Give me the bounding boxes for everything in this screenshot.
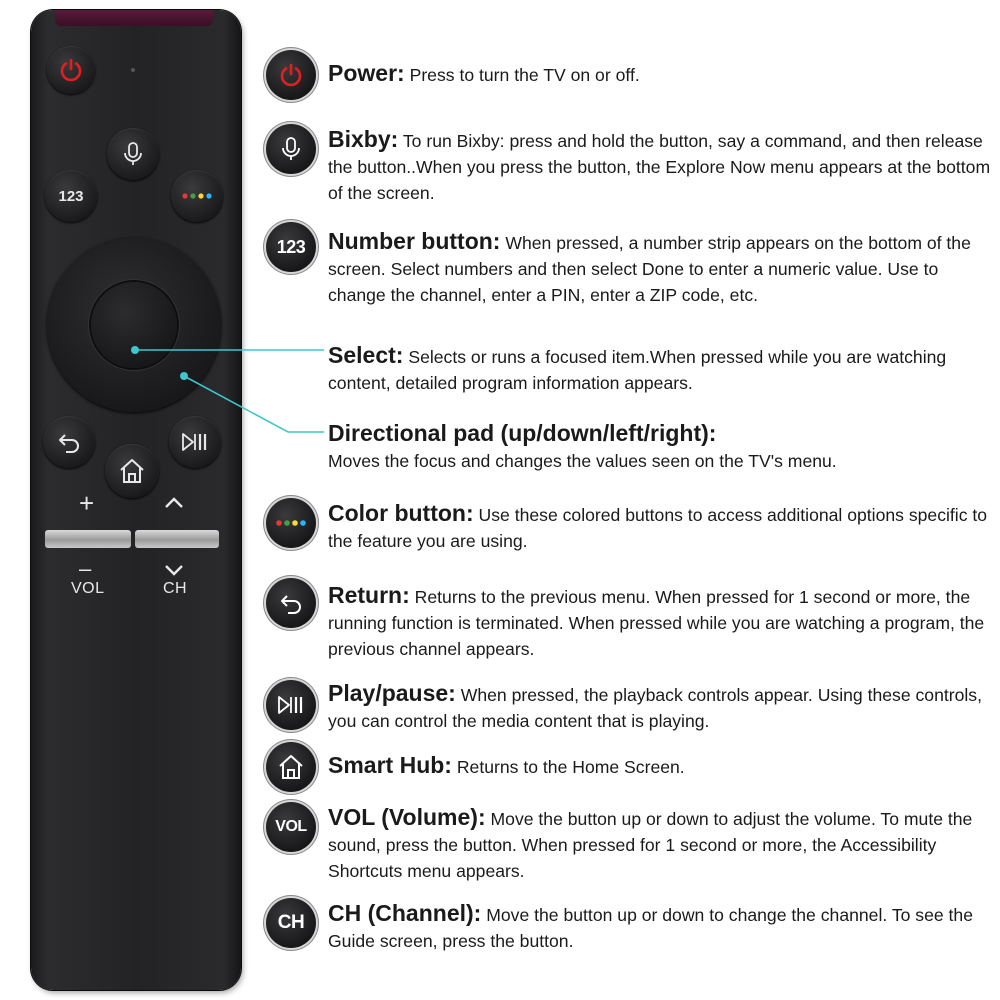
home-icon [266,742,316,792]
number-button[interactable] [45,170,97,222]
volume-up-icon: + [79,488,95,518]
smart-hub-button[interactable] [105,444,159,498]
status-led [131,68,135,72]
play-pause-button[interactable] [169,416,221,468]
legend-title: Directional pad (up/down/left/right): [328,420,717,446]
volume-rocker[interactable] [45,530,131,548]
legend-desc: Returns to the previous menu. When pressed for 1 second or more, the running function is terminated. When pressed while you are watching a program, the previous channel appears. [328,587,985,659]
color-dots-icon [266,498,316,548]
number-button-label: 123 [58,187,84,205]
legend-desc: Returns to the Home Screen. [456,757,685,777]
legend-title: Color button: [328,500,474,526]
bixby-button[interactable] [107,128,159,180]
legend-title: Return: [328,582,410,608]
legend-desc: To run Bixby: press and hold the button, say a command, and then release the button..When you press the button, the Explore Now menu appears at the bottom of the screen. [328,131,991,203]
legend-desc: Selects or runs a focused item.When pressed while you are watching content, detailed program information appears. [328,347,947,393]
number-icon-label: 123 [276,236,306,257]
play-pause-icon [266,680,316,730]
return-icon [56,431,82,453]
legend-desc: When pressed, a number strip appears on the bottom of the screen. Select numbers and then select Done to enter a numeric value. Use to change the channel, enter a PIN, enter a ZIP code, etc. [328,233,971,305]
return-button[interactable] [43,416,95,468]
vol-icon-label: VOL [275,818,307,835]
volume-down-icon: – [79,556,92,581]
number-icon [266,222,316,272]
legend-desc: Moves the focus and changes the values seen on the TV's menu. [328,451,837,471]
power-icon [58,57,84,83]
channel-up-icon [163,496,185,510]
legend-title: Select: [328,342,404,368]
remote-control [31,10,241,990]
home-icon [118,457,146,485]
play-pause-icon [181,432,209,452]
legend-title: Number button: [328,228,501,254]
vol-icon [266,802,316,852]
ch-label: CH [163,580,188,597]
ch-icon-label: CH [277,912,305,933]
color-button[interactable] [171,170,223,222]
channel-down-icon [163,563,185,577]
legend-desc: When pressed, the playback controls appear. Using these controls, you can control the media content that is playing. [328,685,982,731]
select-button[interactable] [91,282,177,368]
legend-desc: Move the button up or down to adjust the volume. To mute the sound, press the button. When pressed for 1 second or more, the Accessibility Shortcuts menu appears. [328,809,973,881]
legend-desc: Press to turn the TV on or off. [409,65,640,85]
ir-window [55,10,213,26]
ch-icon [266,898,316,948]
color-dots-icon [181,192,213,200]
legend-title: Play/pause: [328,680,456,706]
legend-desc: Move the button up or down to change the channel. To see the Guide screen, press the button. [328,905,974,951]
legend-title: CH (Channel): [328,900,482,926]
legend-title: Power: [328,60,405,86]
microphone-icon [266,124,316,174]
legend-title: Smart Hub: [328,752,452,778]
directional-pad[interactable] [47,238,221,412]
microphone-icon [121,141,145,167]
return-icon [266,578,316,628]
power-icon [266,50,316,100]
legend-desc: Use these colored buttons to access additional options specific to the feature you are using. [328,505,988,551]
power-button[interactable] [47,46,95,94]
vol-label: VOL [71,580,105,597]
legend-title: Bixby: [328,126,399,152]
channel-rocker[interactable] [135,530,219,548]
legend-title: VOL (Volume): [328,804,486,830]
